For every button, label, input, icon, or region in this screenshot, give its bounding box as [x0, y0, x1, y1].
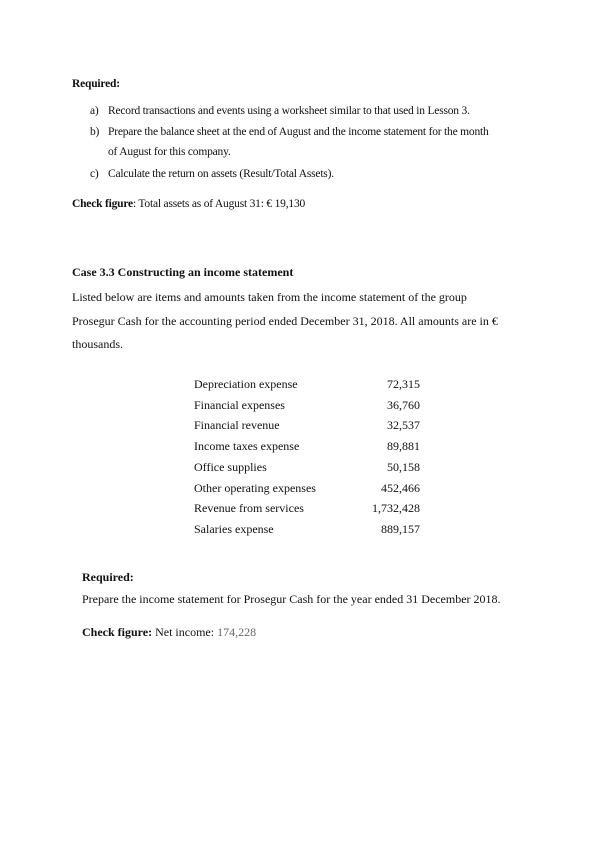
- check-figure-label: Check figure: [72, 198, 133, 210]
- item-c-marker: c): [90, 168, 99, 180]
- item-b-marker: b): [90, 126, 100, 138]
- case-title: Case 3.3 Constructing an income statement: [72, 265, 294, 279]
- table-row-item: Financial revenue: [194, 418, 280, 433]
- item-b-text-2: of August for this company.: [108, 146, 231, 158]
- case-intro-3: thousands.: [72, 337, 123, 351]
- net-income-value: 174,228: [217, 625, 257, 639]
- table-row-amount: 72,315: [387, 377, 420, 391]
- check-figure-1: [72, 197, 305, 211]
- case-required-text: Prepare the income statement for Prosegur Cash for the year ended 31 December 2018.: [82, 592, 501, 606]
- case-intro-2: Prosegur Cash for the accounting period ended December 31, 2018. All amounts are in €: [72, 314, 498, 328]
- table-row-amount: 452,466: [381, 480, 420, 495]
- item-c-text: Calculate the return on assets (Result/Total Assets).: [108, 168, 334, 180]
- required-heading: Required:: [72, 78, 120, 90]
- table-row-amount: 1,732,428: [372, 501, 420, 516]
- item-b-text-1: Prepare the balance sheet at the end of August and the income statement for the month: [108, 126, 489, 138]
- item-a-text: Record transactions and events using a worksheet similar to that used in Lesson 3.: [108, 105, 470, 117]
- table-row-item: Other operating expenses: [194, 480, 316, 495]
- table-row-amount: 89,881: [387, 439, 420, 454]
- case-intro-1: Listed below are items and amounts taken from the income statement of the group: [72, 290, 467, 304]
- table-row-amount: 50,158: [387, 459, 420, 474]
- table-row-amount: 36,760: [387, 397, 420, 412]
- table-row-amount: 889,157: [381, 521, 420, 536]
- check-figure-text: : Total assets as of August 31: € 19,130: [132, 198, 306, 210]
- check-figure-text: Net income:: [152, 625, 218, 639]
- case-required-heading: Required:: [82, 570, 134, 584]
- table-row-item: Depreciation expense: [194, 377, 298, 391]
- item-a-marker: a): [90, 105, 99, 117]
- table-row-amount: 32,537: [387, 418, 420, 433]
- check-figure-2: [82, 625, 256, 639]
- table-row-item: Revenue from services: [194, 501, 304, 516]
- check-figure-label: Check figure:: [82, 625, 153, 639]
- table-row-item: Financial expenses: [194, 397, 285, 412]
- table-row-item: Income taxes expense: [194, 439, 300, 454]
- table-row-item: Office supplies: [194, 459, 267, 474]
- table-row-item: Salaries expense: [194, 521, 274, 536]
